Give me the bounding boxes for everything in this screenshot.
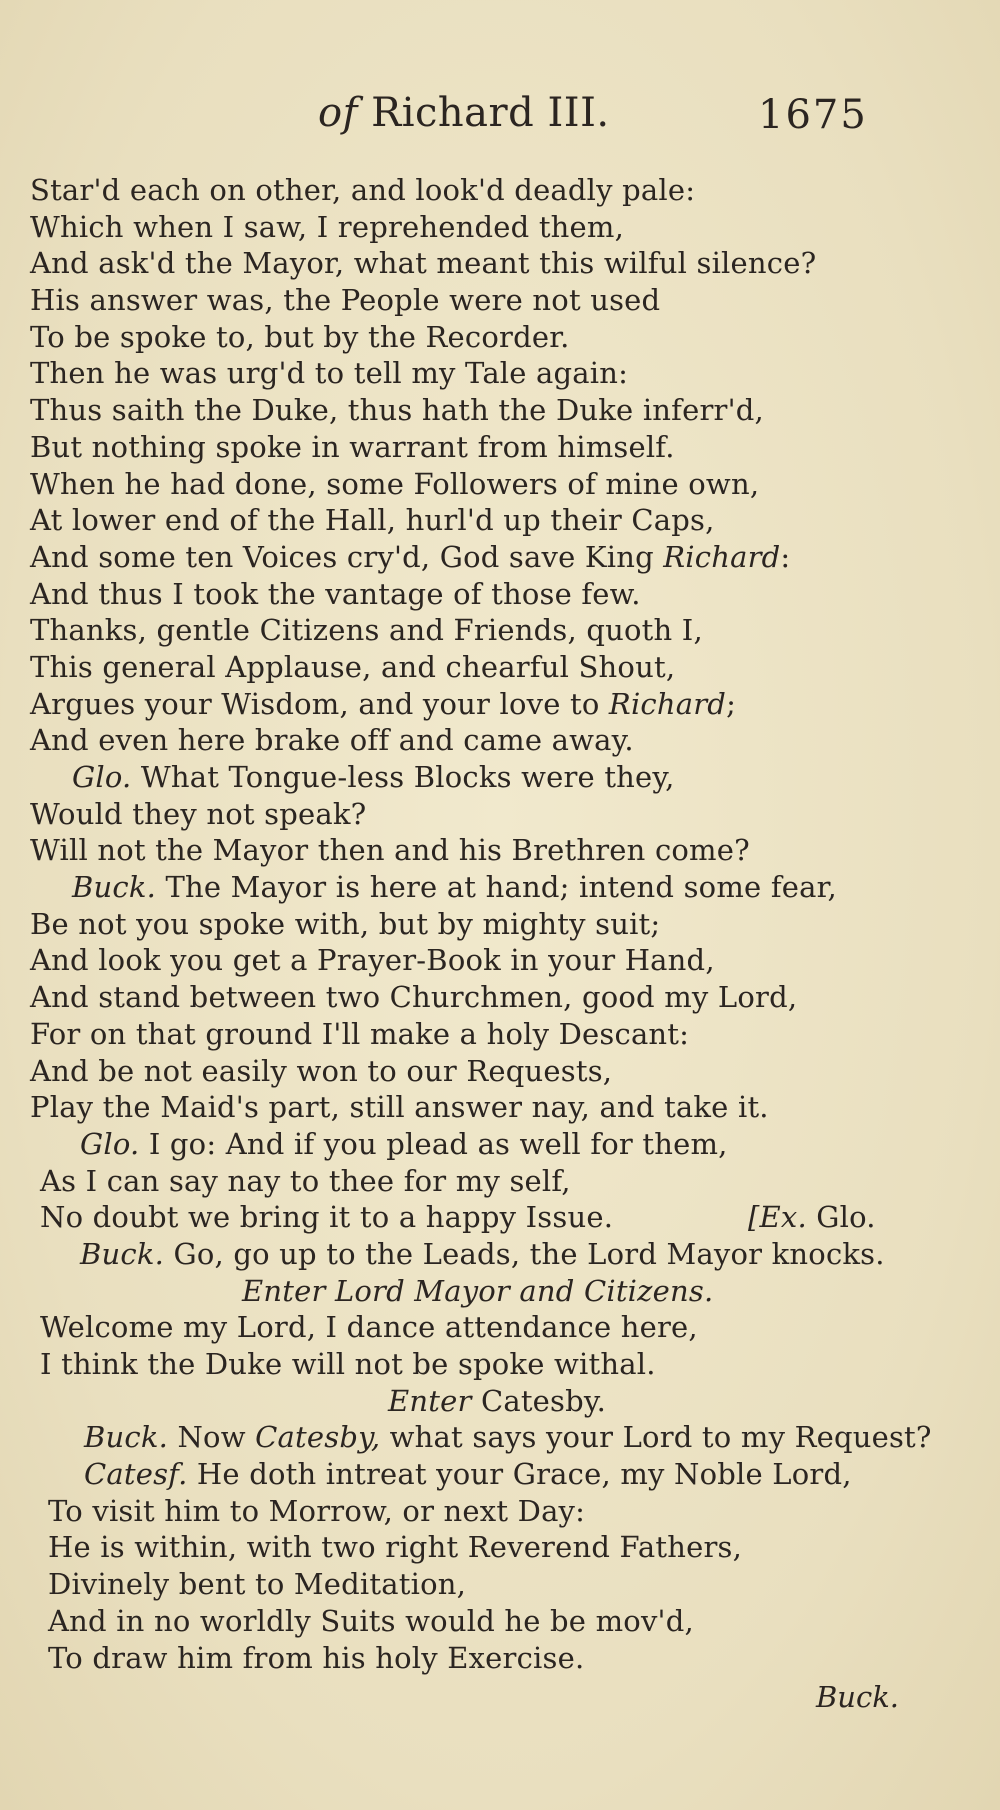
- verse-line: [0, 1016, 1000, 1053]
- verse-line: [0, 1493, 1000, 1530]
- verse-line: [0, 832, 1000, 869]
- running-header: [0, 90, 1000, 150]
- speech-line: [0, 1456, 1000, 1493]
- stage-direction-text: Enter Lord Mayor and Citizens.: [242, 1273, 714, 1308]
- line-text: To be spoke to, but by the Recorder.: [30, 319, 570, 354]
- line-text: And even here brake off and came away.: [30, 723, 634, 758]
- verse-line: [0, 172, 1000, 209]
- exit-label: [Ex.: [748, 1200, 807, 1235]
- speaker-prefix: Glo.: [72, 760, 132, 794]
- line-text: Welcome my Lord, I dance attendance here,: [40, 1310, 698, 1345]
- line-text: Now: [177, 1420, 246, 1455]
- verse-line: [0, 1603, 1000, 1640]
- verse-line: [0, 979, 1000, 1016]
- speaker-prefix: Buck.: [80, 1236, 165, 1271]
- line-text: To visit him to Morrow, or next Day:: [48, 1493, 586, 1528]
- line-text: This general Applause, and chearful Shout,: [30, 649, 676, 684]
- page-number: 1675: [758, 92, 868, 138]
- verse-line: [0, 319, 1000, 356]
- line-text: Argues your Wisdom, and your love to: [30, 686, 600, 721]
- line-text: For on that ground I'll make a holy Descant:: [30, 1016, 690, 1051]
- stage-direction-name: Catesby.: [480, 1383, 607, 1418]
- line-text: Then he was urg'd to tell my Tale again:: [30, 356, 629, 391]
- stage-direction-text: Enter: [388, 1383, 472, 1418]
- speaker-prefix: Glo.: [80, 1126, 140, 1161]
- verse-line: [0, 1566, 1000, 1603]
- italic-name: Catesby,: [255, 1420, 381, 1455]
- speaker-prefix: Catesf.: [84, 1457, 188, 1492]
- verse-line: [0, 1529, 1000, 1566]
- line-text: No doubt we bring it to a happy Issue.: [40, 1200, 614, 1235]
- punctuation: :: [780, 539, 791, 574]
- speech-line: [0, 1126, 1000, 1163]
- line-text: And look you get a Prayer-Book in your Hand,: [30, 943, 715, 978]
- verse-line: [0, 245, 1000, 282]
- verse-line: [0, 796, 1000, 833]
- line-text: Be not you spoke with, but by mighty suit;: [30, 906, 661, 941]
- line-text: What Tongue-less Blocks were they,: [140, 760, 675, 794]
- speech-line: [0, 1236, 1000, 1273]
- line-text: what says your Lord to my Request?: [389, 1420, 932, 1455]
- line-text: And ask'd the Mayor, what meant this wilful silence?: [30, 246, 817, 281]
- verse-line: [0, 1199, 1000, 1236]
- line-text: The Mayor is here at hand; intend some fear,: [165, 870, 837, 905]
- line-text: He doth intreat your Grace, my Noble Lord,: [196, 1457, 852, 1492]
- line-text: Divinely bent to Meditation,: [48, 1567, 467, 1602]
- line-text: When he had done, some Followers of mine own,: [30, 466, 760, 501]
- running-title: [318, 90, 610, 136]
- line-text: His answer was, the People were not used: [30, 283, 661, 318]
- line-text: He is within, with two right Reverend Fathers,: [48, 1530, 743, 1565]
- line-text: Go, go up to the Leads, the Lord Mayor knocks.: [173, 1236, 885, 1271]
- line-text: I go: And if you plead as well for them,: [148, 1126, 728, 1161]
- verse-line: [0, 355, 1000, 392]
- italic-name: Richard: [608, 686, 727, 721]
- verse-line: [0, 1309, 1000, 1346]
- verse-line: [0, 1163, 1000, 1200]
- line-text: And be not easily won to our Requests,: [30, 1053, 613, 1088]
- verse-line: [0, 209, 1000, 246]
- catchword: Buck.: [816, 1680, 900, 1714]
- verse-line: [0, 429, 1000, 466]
- line-text: But nothing spoke in warrant from himself.: [30, 429, 675, 464]
- line-text: Would they not speak?: [30, 796, 367, 831]
- stage-direction: [0, 1383, 1000, 1420]
- line-text: And thus I took the vantage of those few.: [30, 576, 641, 611]
- verse-line: [0, 466, 1000, 503]
- speech-line: [0, 759, 1000, 796]
- line-text: Thus saith the Duke, thus hath the Duke inferr'd,: [30, 393, 764, 428]
- verse-line: [0, 686, 1000, 723]
- speaker-prefix: Buck.: [84, 1420, 169, 1455]
- running-title-main: Richard III.: [371, 90, 610, 136]
- play-text: [0, 172, 1000, 1676]
- exit-direction: [748, 1199, 876, 1236]
- punctuation: ;: [726, 686, 737, 721]
- verse-line: [0, 612, 1000, 649]
- verse-line: [0, 502, 1000, 539]
- speech-line: [0, 869, 1000, 906]
- verse-line: [0, 392, 1000, 429]
- line-text: To draw him from his holy Exercise.: [48, 1640, 585, 1675]
- line-text: And stand between two Churchmen, good my Lord,: [30, 980, 798, 1015]
- stage-direction: [0, 1273, 1000, 1310]
- verse-line: [0, 539, 1000, 576]
- running-title-of: of: [318, 90, 358, 136]
- verse-line: [0, 1089, 1000, 1126]
- line-text: Star'd each on other, and look'd deadly pale:: [30, 173, 696, 207]
- line-text: Play the Maid's part, still answer nay, and take it.: [30, 1090, 769, 1125]
- line-text: At lower end of the Hall, hurl'd up their Caps,: [30, 503, 715, 538]
- verse-line: [0, 282, 1000, 319]
- verse-line: [0, 906, 1000, 943]
- speech-line: [0, 1419, 1000, 1456]
- speaker-prefix: Buck.: [72, 870, 157, 905]
- exit-name: Glo.: [816, 1200, 876, 1235]
- line-text: Which when I saw, I reprehended them,: [30, 209, 625, 244]
- line-text: Thanks, gentle Citizens and Friends, quoth I,: [30, 613, 703, 648]
- verse-line: [0, 576, 1000, 613]
- line-text: And some ten Voices cry'd, God save King: [30, 539, 654, 574]
- verse-line: [0, 1640, 1000, 1677]
- line-text: I think the Duke will not be spoke withal.: [40, 1347, 656, 1381]
- verse-line: [0, 1053, 1000, 1090]
- verse-line: [0, 1346, 1000, 1383]
- verse-line: [0, 649, 1000, 686]
- line-text: And in no worldly Suits would he be mov'd,: [48, 1603, 694, 1638]
- line-text: As I can say nay to thee for my self,: [40, 1163, 571, 1198]
- line-text: Will not the Mayor then and his Brethren come?: [30, 833, 750, 868]
- verse-line: [0, 722, 1000, 759]
- verse-line: [0, 942, 1000, 979]
- italic-name: Richard: [663, 539, 781, 574]
